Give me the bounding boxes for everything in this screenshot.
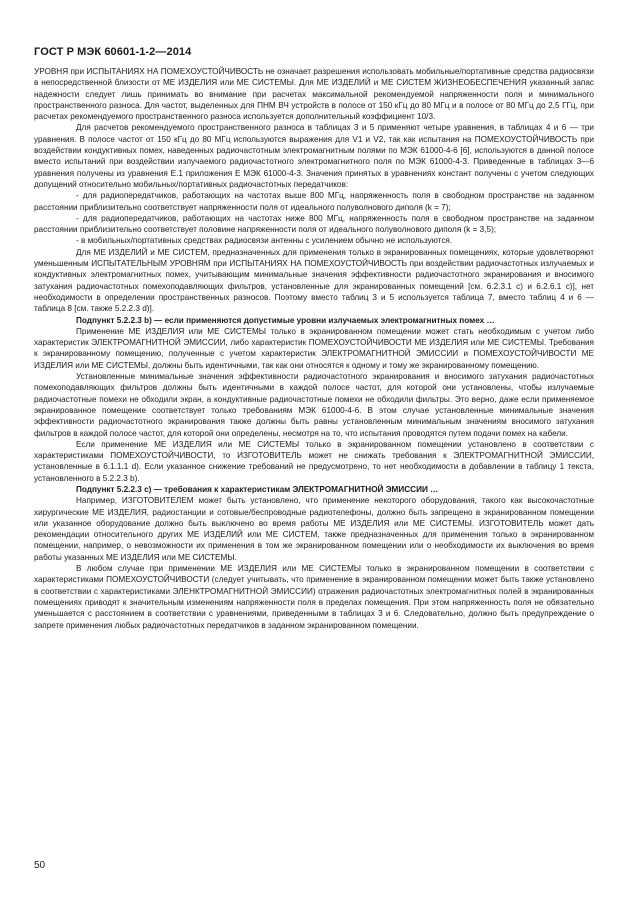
subclause-heading: Подпункт 5.2.2.3 с) — требования к характеристикам ЭЛЕКТРОМАГНИТНОЙ ЭМИССИИ …: [76, 484, 439, 494]
paragraph: В любом случае при применении МЕ ИЗДЕЛИЯ или МЕ СИСТЕМЫ только в экранированном помещении в соответствии с характеристиками ПОМЕХОУСТОЙЧИВОСТИ (следует учитывать, что применение в экранированном помещении может быть также установлено в соответствии с характеристиками ЭЛЕНКТРОМАГНИТНОЙ ЭМИССИИ) отражения радиочастотных электромагнитных полей в экранированных помещениях приводят к значительным изменениям напряженности поля в пределах помещения. При этом напряженность поля не обязательно уменьшается с расстоянием в соответствии с уравнениями, приведенными в таблицах 3 и 6. Следовательно, должно быть предупреждение о запрете применения любых радиочастотных передатчиков в заданном экранированном помещении.: [34, 564, 594, 630]
document-body: [34, 66, 594, 631]
subclause-heading: Подпункт 5.2.2.3 b) — если применяются допустимые уровни излучаемых электромагнитных помех …: [76, 315, 495, 325]
paragraph: Установленные минимальные значения эффективности радиочастотного экранирования и вносимого затухания радиочастотных помехоподавляющих фильтров должны быть идентичными в каждой полосе частот, для которой они установлены, чтобы излучаемые радиочастотные помехи не обходили экран, а кондуктивные радиочастотные помехи не обходили фильтры. Это верно, даже если применяемое экранированное помещение соответствует только требованиям МЭК 61000-4-6. В этом случае установленные минимальные значения эффективности радиочастотного экранирования также должны быть равны установленным минимальным значениям вносимого затухания фильтров в каждой полосе частот, для которой они определены, несмотря на то, что испытания проводятся путем подачи помех на кабели.: [34, 372, 594, 438]
paragraph: Применение МЕ ИЗДЕЛИЯ или МЕ СИСТЕМЫ только в экранированном помещении может стать необходимым с учетом либо характеристик ЭЛЕКТРОМАГНИТНОЙ ЭМИССИИ, либо характеристик ПОМЕХОУСТОЙЧИВОСТИ МЕ ИЗДЕЛИЯ или МЕ СИСТЕМЫ. Требования к экранированному помещению, полученные с учетом характеристик ЭЛЕКТРОМАГНИТНОЙ ЭМИССИИ и ПОМЕХОУСТОЙЧИВОСТИ МЕ ИЗДЕЛИЯ или МЕ СИСТЕМЫ, должны быть идентичными, так как они относятся к одному и тому же экранированному помещению.: [34, 326, 594, 370]
list-item: - в мобильных/портативных средствах радиосвязи антенны с усилением обычно не используются.: [76, 236, 453, 246]
list-item: - для радиопередатчиков, работающих на частотах ниже 800 МГц, напряженность поля в свободном пространстве на заданном расстоянии приблизительно соответствует половине напряженности поля от идеального полуволнового диполя (k = 3,5);: [34, 213, 594, 235]
paragraph: Для МЕ ИЗДЕЛИЙ и МЕ СИСТЕМ, предназначенных для применения только в экранированных помещениях, которые удовлетворяют уменьшенным ИСПЫТАТЕЛЬНЫМ УРОВНЯМ при ИСПЫТАНИЯХ НА ПОМЕХОУСТОЙЧИВОСТЬ при воздействии радиочастотных излучаемых и кондуктивных электромагнитных помех, учитывающим минимальные значения эффективности радиочастотного экранирования и вносимого затухания радиочастотных помехоподавляющих фильтров, установленные для экранированных помещений [см. 6.2.3.1 с) и 6.2.6.1 с)], нет необходимости в определении пространственных разносов. Поэтому вместо таблиц 3 и 5 используется таблица 7, вместо таблиц 4 и 6 — таблица 8 [см. также 5.2.2.3 d)].: [34, 247, 594, 314]
paragraph: Например, ИЗГОТОВИТЕЛЕМ может быть установлено, что применение некоторого оборудования, такого как высокочастотные хирургические МЕ ИЗДЕЛИЯ, радиостанции и сотовые/беспроводные радиотелефоны, должно быть запрещено в экранированном помещении или указанное оборудование должно быть выключено во время работы МЕ ИЗДЕЛИЯ или МЕ СИСТЕМЫ. ИЗГОТОВИТЕЛЬ может дать рекомендации относительного других МЕ ИЗДЕЛИЙ или МЕ СИСТЕМ, также предназначенных для применения только в экранированном помещении, например, о невозможности их применения в том же экранированном помещении или о необходимости их выключения во время работы указанных МЕ ИЗДЕЛИЯ или МЕ СИСТЕМЫ.: [34, 496, 594, 562]
paragraph: УРОВНЯ при ИСПЫТАНИЯХ НА ПОМЕХОУСТОЙЧИВОСТЬ не означает разрешения использовать мобильные/портативные средства радиосвязи в непосредственной близости от МЕ ИЗДЕЛИЯ или МЕ СИСТЕМЫ. Для МЕ ИЗДЕЛИЙ и МЕ СИСТЕМ ЖИЗНЕОБЕСПЕЧЕНИЯ указанный запас надежности следует лишь принимать во внимание при расчетах максимальной рекомендуемой напряженности поля и минимального пространственного разноса. Для частот, выделенных для ПНМ ВЧ устройств в полосе от 150 кГц до 80 МГц и в полосе от 80 МГц до 2,5 ГГц, при расчетах рекомендуемого пространственного разноса используется дополнительный коэффициент 10/3.: [34, 67, 594, 122]
paragraph: Если применение МЕ ИЗДЕЛИЯ или МЕ СИСТЕМЫ только в экранированном помещении установлено в соответствии с характеристиками ПОМЕХОУСТОЙЧИВОСТИ, то ИЗГОТОВИТЕЛЬ может не снижать требования к ЭЛЕКТРОМАГНИТНОЙ ЭМИССИИ, установленные в 6.1.1.1 d). Если указанное снижение требований не предусмотрено, то нет необходимости в добавлении в таблицу 1 текста, установленного в 5.2.2.3 b).: [34, 439, 594, 483]
page-number: 50: [34, 860, 46, 871]
list-item: - для радиопередатчиков, работающих на частотах выше 800 МГц, напряженность поля в свободном пространстве на заданном расстоянии приблизительно соответствует напряженности поля от идеального полуволнового диполя (k = 7);: [34, 191, 594, 212]
paragraph: Для расчетов рекомендуемого пространственного разноса в таблицах 3 и 5 применяют четыре уравнения, в таблицах 4 и 6 — три уравнения. В полосе частот от 150 кГц до 80 МГц используются выражения для V1 и V2, так как испытания на ПОМЕХОУСТОЙЧИВОСТЬ при воздействии кондуктивных помех, наведенных радиочастотным электромагнитным полями по МЭК 61000-4-6 [6], используются в данной полосе вместо испытаний при воздействии излучаемого радиочастотного электромагнитного поля по МЭК 61000-4-3. Приведенные в таблицах 3—6 уравнения получены из уравнения Е.1 приложения Е МЭК 61000-4-3. Значения принятых в уравнениях констант получены с учетом следующих допущений относительно мобильных/портативных радиочастотных передатчиков:: [34, 123, 594, 189]
document-code: ГОСТ Р МЭК 60601-1-2—2014: [34, 46, 192, 58]
